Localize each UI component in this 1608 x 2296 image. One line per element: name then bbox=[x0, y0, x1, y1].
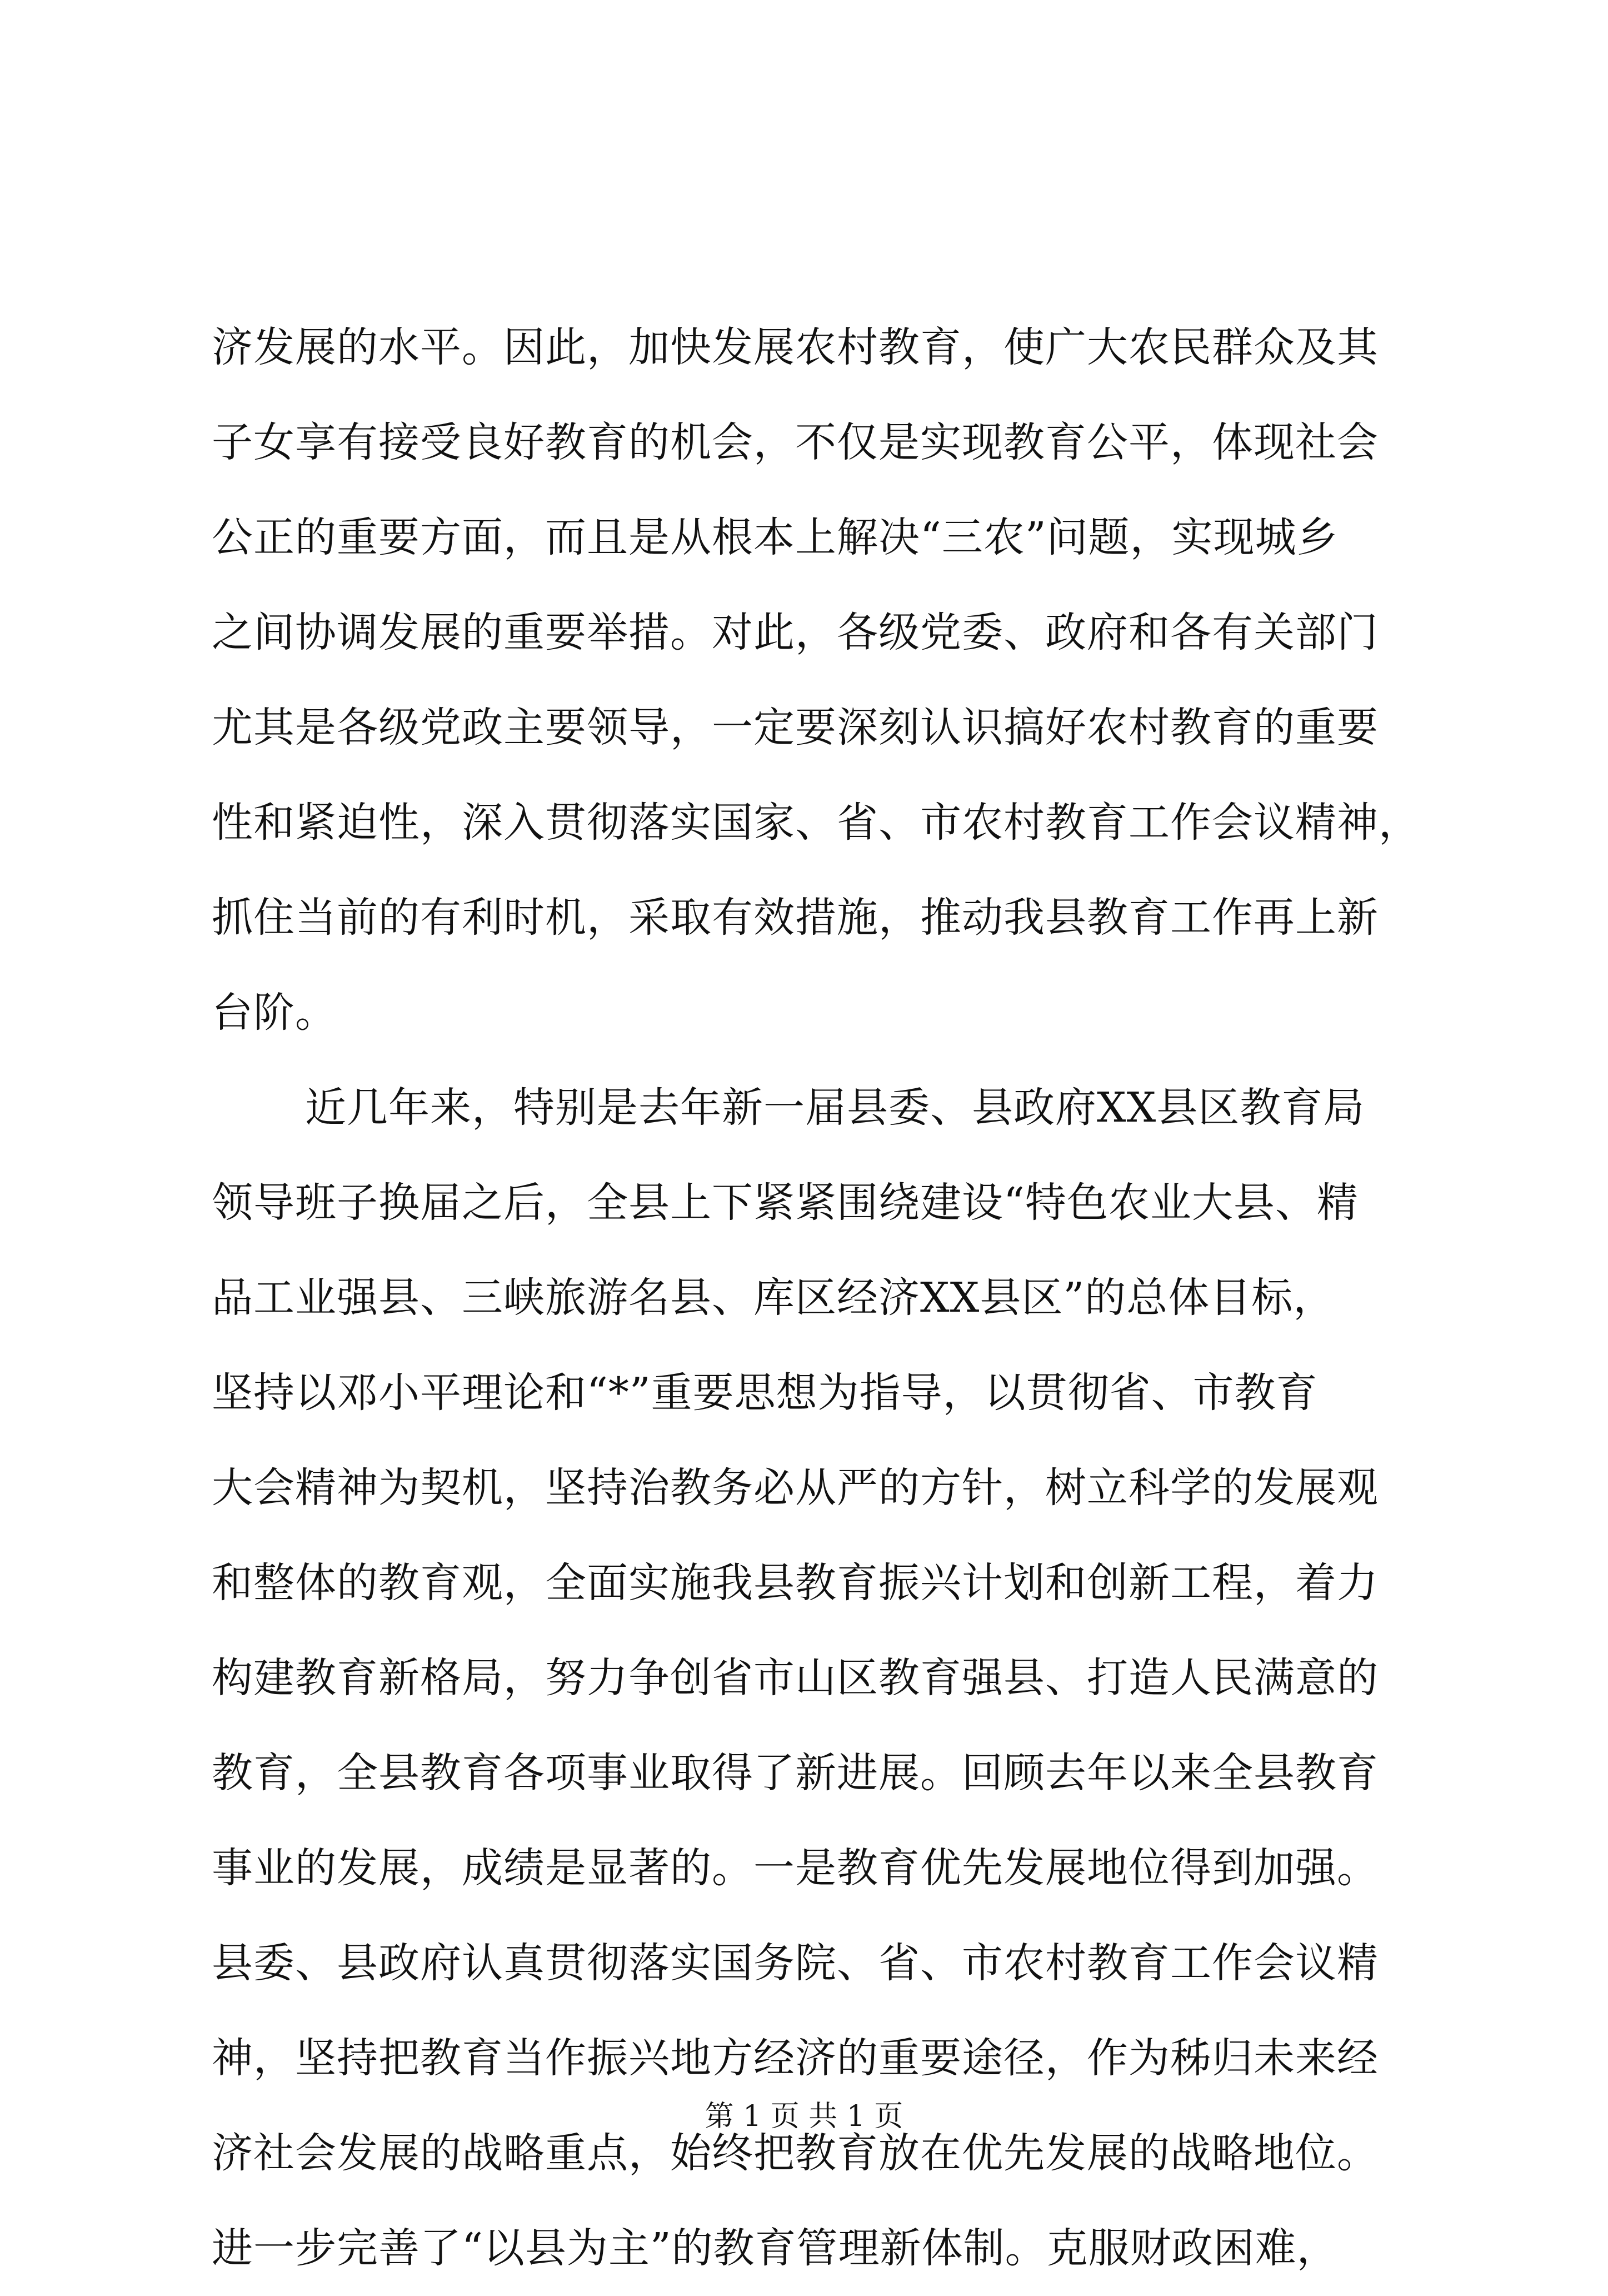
text-line: 大会精神为契机，坚持治教务必从严的方针，树立科学的发展观 bbox=[212, 1464, 1379, 1512]
text-line: 抓住当前的有利时机，采取有效措施，推动我县教育工作再上新 bbox=[212, 894, 1379, 942]
text-line: 教育，全县教育各项事业取得了新进展。回顾去年以来全县教育 bbox=[212, 1749, 1379, 1797]
page-footer bbox=[0, 2094, 1608, 2139]
page-number-label: 第 1 页 共 1 页 bbox=[705, 2100, 903, 2133]
text-line: 事业的发展，成绩是显著的。一是教育优先发展地位得到加强。 bbox=[212, 1844, 1379, 1892]
text-line: 进一步完善了“以县为主”的教育管理新体制。克服财政困难， bbox=[212, 2224, 1339, 2272]
text-line: 坚持以邓小平理论和“*”重要思想为指导，以贯彻省、市教育 bbox=[212, 1369, 1318, 1417]
paragraph-first-line: 近几年来，特别是去年新一届县委、县政府XX县区教育局 bbox=[305, 1084, 1365, 1132]
text-line: 子女享有接受良好教育的机会，不仅是实现教育公平，体现社会 bbox=[212, 419, 1379, 466]
text-line: 济社会发展的战略重点，始终把教育放在优先发展的战略地位。 bbox=[212, 2129, 1379, 2177]
text-line: 构建教育新格局，努力争创省市山区教育强县、打造人民满意的 bbox=[212, 1654, 1379, 1702]
text-line: 品工业强县、三峡旅游名县、库区经济XX县区”的总体目标， bbox=[212, 1274, 1335, 1322]
text-line: 性和紧迫性，深入贯彻落实国家、省、市农村教育工作会议精神， bbox=[212, 799, 1420, 846]
body-text bbox=[212, 300, 1420, 2296]
text-line: 县委、县政府认真贯彻落实国务院、省、市农村教育工作会议精 bbox=[212, 1939, 1379, 1987]
text-line: 领导班子换届之后，全县上下紧紧围绕建设“特色农业大县、精 bbox=[212, 1179, 1359, 1227]
text-line: 和整体的教育观，全面实施我县教育振兴计划和创新工程，着力 bbox=[212, 1559, 1379, 1607]
text-line: 神，坚持把教育当作振兴地方经济的重要途径，作为秭归未来经 bbox=[212, 2034, 1379, 2082]
text-line: 尤其是各级党政主要领导，一定要深刻认识搞好农村教育的重要 bbox=[212, 704, 1379, 751]
text-line: 之间协调发展的重要举措。对此，各级党委、政府和各有关部门 bbox=[212, 609, 1379, 656]
text-line: 济发展的水平。因此，加快发展农村教育，使广大农民群众及其 bbox=[212, 323, 1379, 371]
text-line: 台阶。 bbox=[212, 989, 337, 1037]
text-line: 公正的重要方面，而且是从根本上解决“三农”问题，实现城乡 bbox=[212, 514, 1339, 561]
